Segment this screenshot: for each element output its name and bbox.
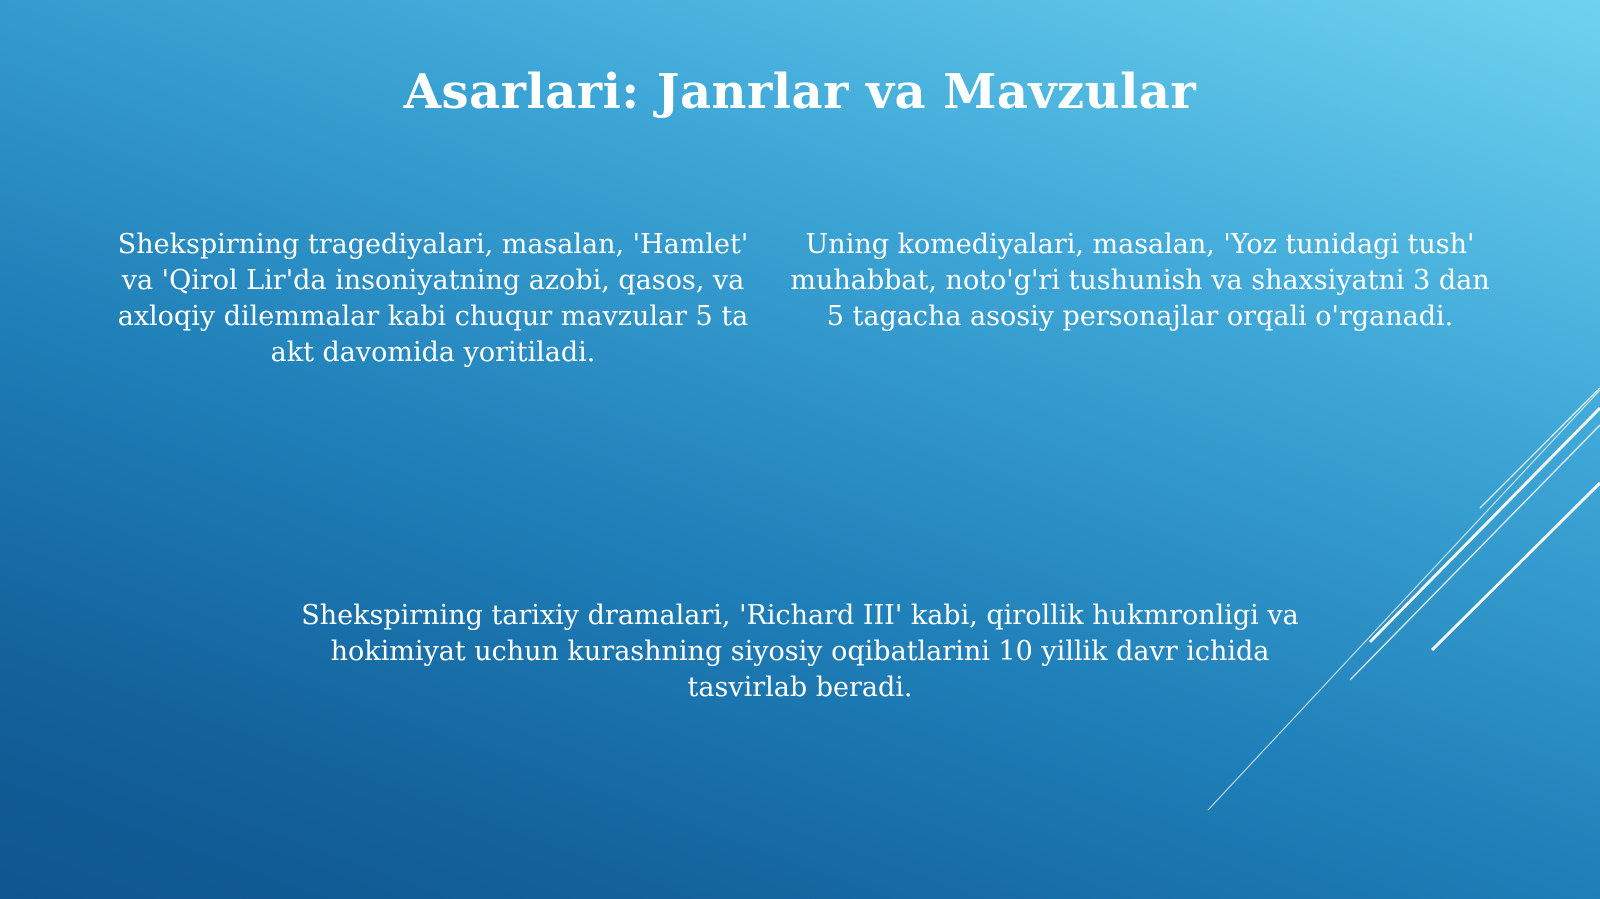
tragedies-paragraph: Shekspirning tragediyalari, masalan, 'Hamlet' va 'Qirol Lir'da insoniyatning azobi, qasos, va axloqiy dilemmalar kabi chuqur mavzular 5 ta akt davomida yoritiladi. [117,229,749,368]
comedies-paragraph: Uning komediyalari, masalan, 'Yoz tunidagi tush' muhabbat, noto'g'ri tushunish va shaxsiyatni 3 dan 5 tagacha asosiy personajlar orqali o'rganadi. [790,229,1490,332]
slide-title: Asarlari: Janrlar va Mavzular [403,64,1197,120]
deco-line-2 [1370,408,1600,642]
histories-paragraph: Shekspirning tarixiy dramalari, 'Richard III' kabi, qirollik hukmronligi va hokimiyat uchun kurashning siyosiy oqibatlarini 10 yillik davr ichida tasvirlab beradi. [301,600,1299,703]
deco-line-4 [1432,483,1600,650]
deco-line-1 [1480,388,1600,508]
deco-line-3 [1350,425,1600,680]
